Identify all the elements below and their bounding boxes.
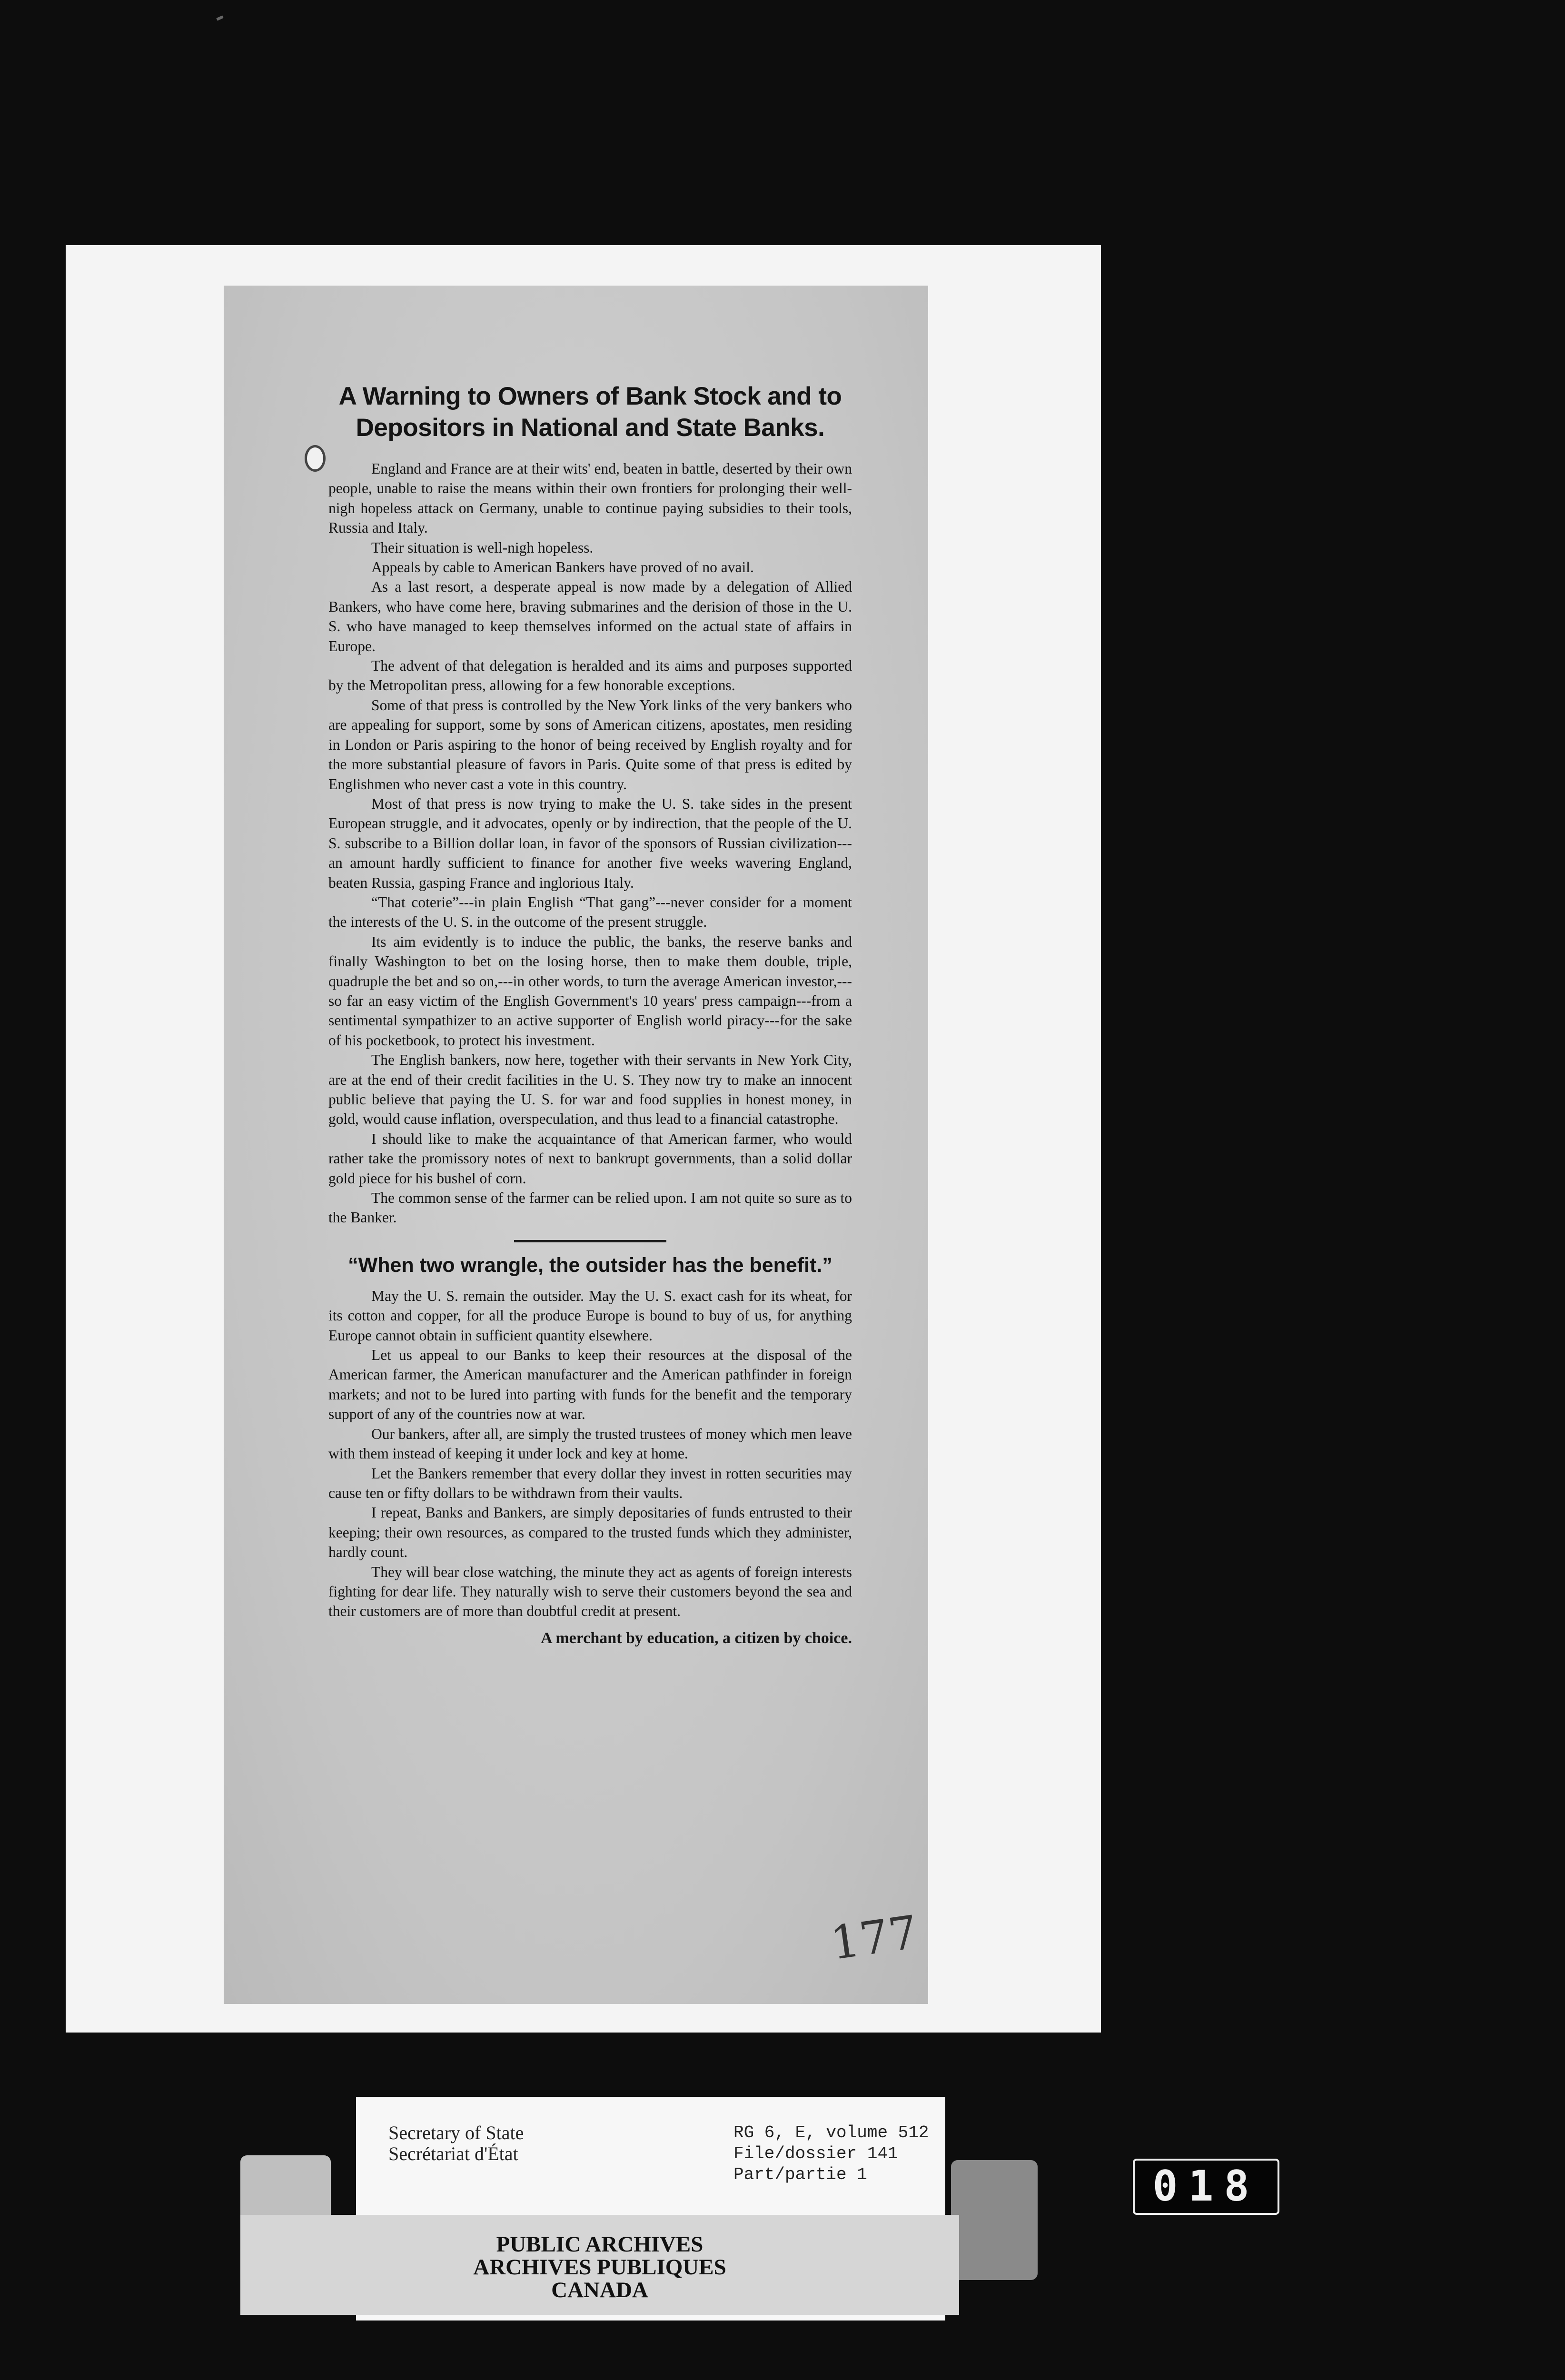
punch-hole: [305, 445, 326, 472]
archives-line: ARCHIVES PUBLIQUES: [473, 2255, 726, 2280]
section-divider: [514, 1240, 666, 1242]
paragraph: The English bankers, now here, together with their servants in New York City, are at the end of their credit facilities in the U. S. They now try to make an innocent public believe that paying the U. S. for war and food supplies in honest money, in gold, would cause inflation, overspeculation, and thus lead to a financial catastrophe.: [328, 1051, 852, 1128]
paragraph: The common sense of the farmer can be relied upon. I am not quite so sure as to the Banker.: [328, 1190, 852, 1226]
label-reference: [733, 2122, 929, 2185]
paragraph: May the U. S. remain the outsider. May the U. S. exact cash for its wheat, for its cotton and copper, for all the produce Europe is bound to buy of us, for anything Europe cannot obtain in sufficient quantity elsewhere.: [328, 1287, 852, 1344]
department-fr: Secrétariat d'État: [388, 2143, 518, 2164]
handwritten-number: 177: [827, 1905, 921, 1971]
paragraph: Their situation is well-nigh hopeless.: [371, 539, 594, 556]
frame-counter: [1133, 2159, 1279, 2215]
reference-volume: RG 6, E, volume 512: [733, 2123, 929, 2142]
frame-number: 018: [1152, 2162, 1260, 2211]
article-body: [328, 459, 852, 1228]
paragraph: Appeals by cable to American Bankers have proved of no avail.: [371, 559, 754, 576]
section-heading: “When two wrangle, the outsider has the benefit.”: [348, 1253, 832, 1277]
paragraph: I should like to make the acquaintance of that American farmer, who would rather take the promissory notes of next to bankrupt governments, than a solid dollar gold piece for his bushel of corn.: [328, 1130, 852, 1187]
archives-line: PUBLIC ARCHIVES: [496, 2232, 703, 2257]
article-body-2: [328, 1286, 852, 1621]
department-en: Secretary of State: [388, 2122, 524, 2143]
paragraph: England and France are at their wits' end, beaten in battle, deserted by their own people, unable to raise the means within their own frontiers for prolonging their well-nigh hopeless attack on Germany, unable to continue paying subsidies to their tools, Russia and Italy.: [328, 460, 852, 536]
reference-file: File/dossier 141: [733, 2144, 898, 2163]
paragraph: Our bankers, after all, are simply the trusted trustees of money which men leave with them instead of keeping it under lock and key at home.: [328, 1425, 852, 1462]
paragraph: They will bear close watching, the minute they act as agents of foreign interests fighting for dear life. They naturally wish to serve their customers beyond the sea and their customers are of more than doubtful credit at present.: [328, 1563, 852, 1620]
article: [328, 381, 852, 1649]
paragraph: Its aim evidently is to induce the public, the banks, the reserve banks and finally Washington to bet on the losing horse, then to make them double, triple, quadruple the bet and so on,---in other words, to turn the average American investor,---so far an easy victim of the English Government's 10 years' press campaign---from a sentimental sympathizer to an active supporter of English world piracy---for the sake of his pocketbook, to protect his investment.: [328, 933, 852, 1049]
paragraph: “That coterie”---in plain English “That gang”---never consider for a moment the interests of the U. S. in the outcome of the present struggle.: [328, 893, 852, 931]
folder-tab-right: [951, 2160, 1038, 2280]
archives-line: CANADA: [551, 2278, 648, 2302]
paragraph: Some of that press is controlled by the New York links of the very bankers who are appealing for support, some by sons of American citizens, apostates, men residing in London or Paris aspiring to the honor of being received by English royalty and for the more substantial pleasure of favors in Paris. Quite some of that press is edited by Englishmen who never cast a vote in this country.: [328, 696, 852, 793]
reference-part: Part/partie 1: [733, 2165, 867, 2184]
paragraph: The advent of that delegation is heralded and its aims and purposes supported by the Metropolitan press, allowing for a few honorable exceptions.: [328, 657, 852, 694]
archives-band: [240, 2215, 959, 2315]
signature-line: A merchant by education, a citizen by choice.: [541, 1629, 852, 1647]
label-department: [388, 2122, 524, 2164]
paragraph: As a last resort, a desperate appeal is now made by a delegation of Allied Bankers, who have come here, braving submarines and the derision of those in the U. S. who have managed to keep themselves informed on the actual state of affairs in Europe.: [328, 578, 852, 654]
paragraph: Most of that press is now trying to make the U. S. take sides in the present European struggle, and it advocates, openly or by indirection, that the people of the U. S. subscribe to a Billion dollar loan, in favor of the sponsors of Russian civilization---an amount hardly sufficient to finance for another five weeks wavering England, beaten Russia, gasping France and inglorious Italy.: [328, 795, 852, 891]
paragraph: Let us appeal to our Banks to keep their resources at the disposal of the American farmer, the American manufacturer and the American pathfinder in foreign markets; and not to be lured into parting with funds for the benefit and the temporary support of any of the countries now at war.: [328, 1347, 852, 1423]
archives-stamp: [240, 2233, 959, 2301]
article-title: A Warning to Owners of Bank Stock and to Depositors in National and State Banks.: [338, 382, 842, 442]
paragraph: Let the Bankers remember that every dollar they invest in rotten securities may cause ten or fifty dollars to be withdrawn from their vaults.: [328, 1465, 852, 1501]
scan-speck: [216, 15, 223, 20]
paragraph: I repeat, Banks and Bankers, are simply depositaries of funds entrusted to their keeping; their own resources, as compared to the trusted funds which they administer, hardly count.: [328, 1504, 852, 1561]
